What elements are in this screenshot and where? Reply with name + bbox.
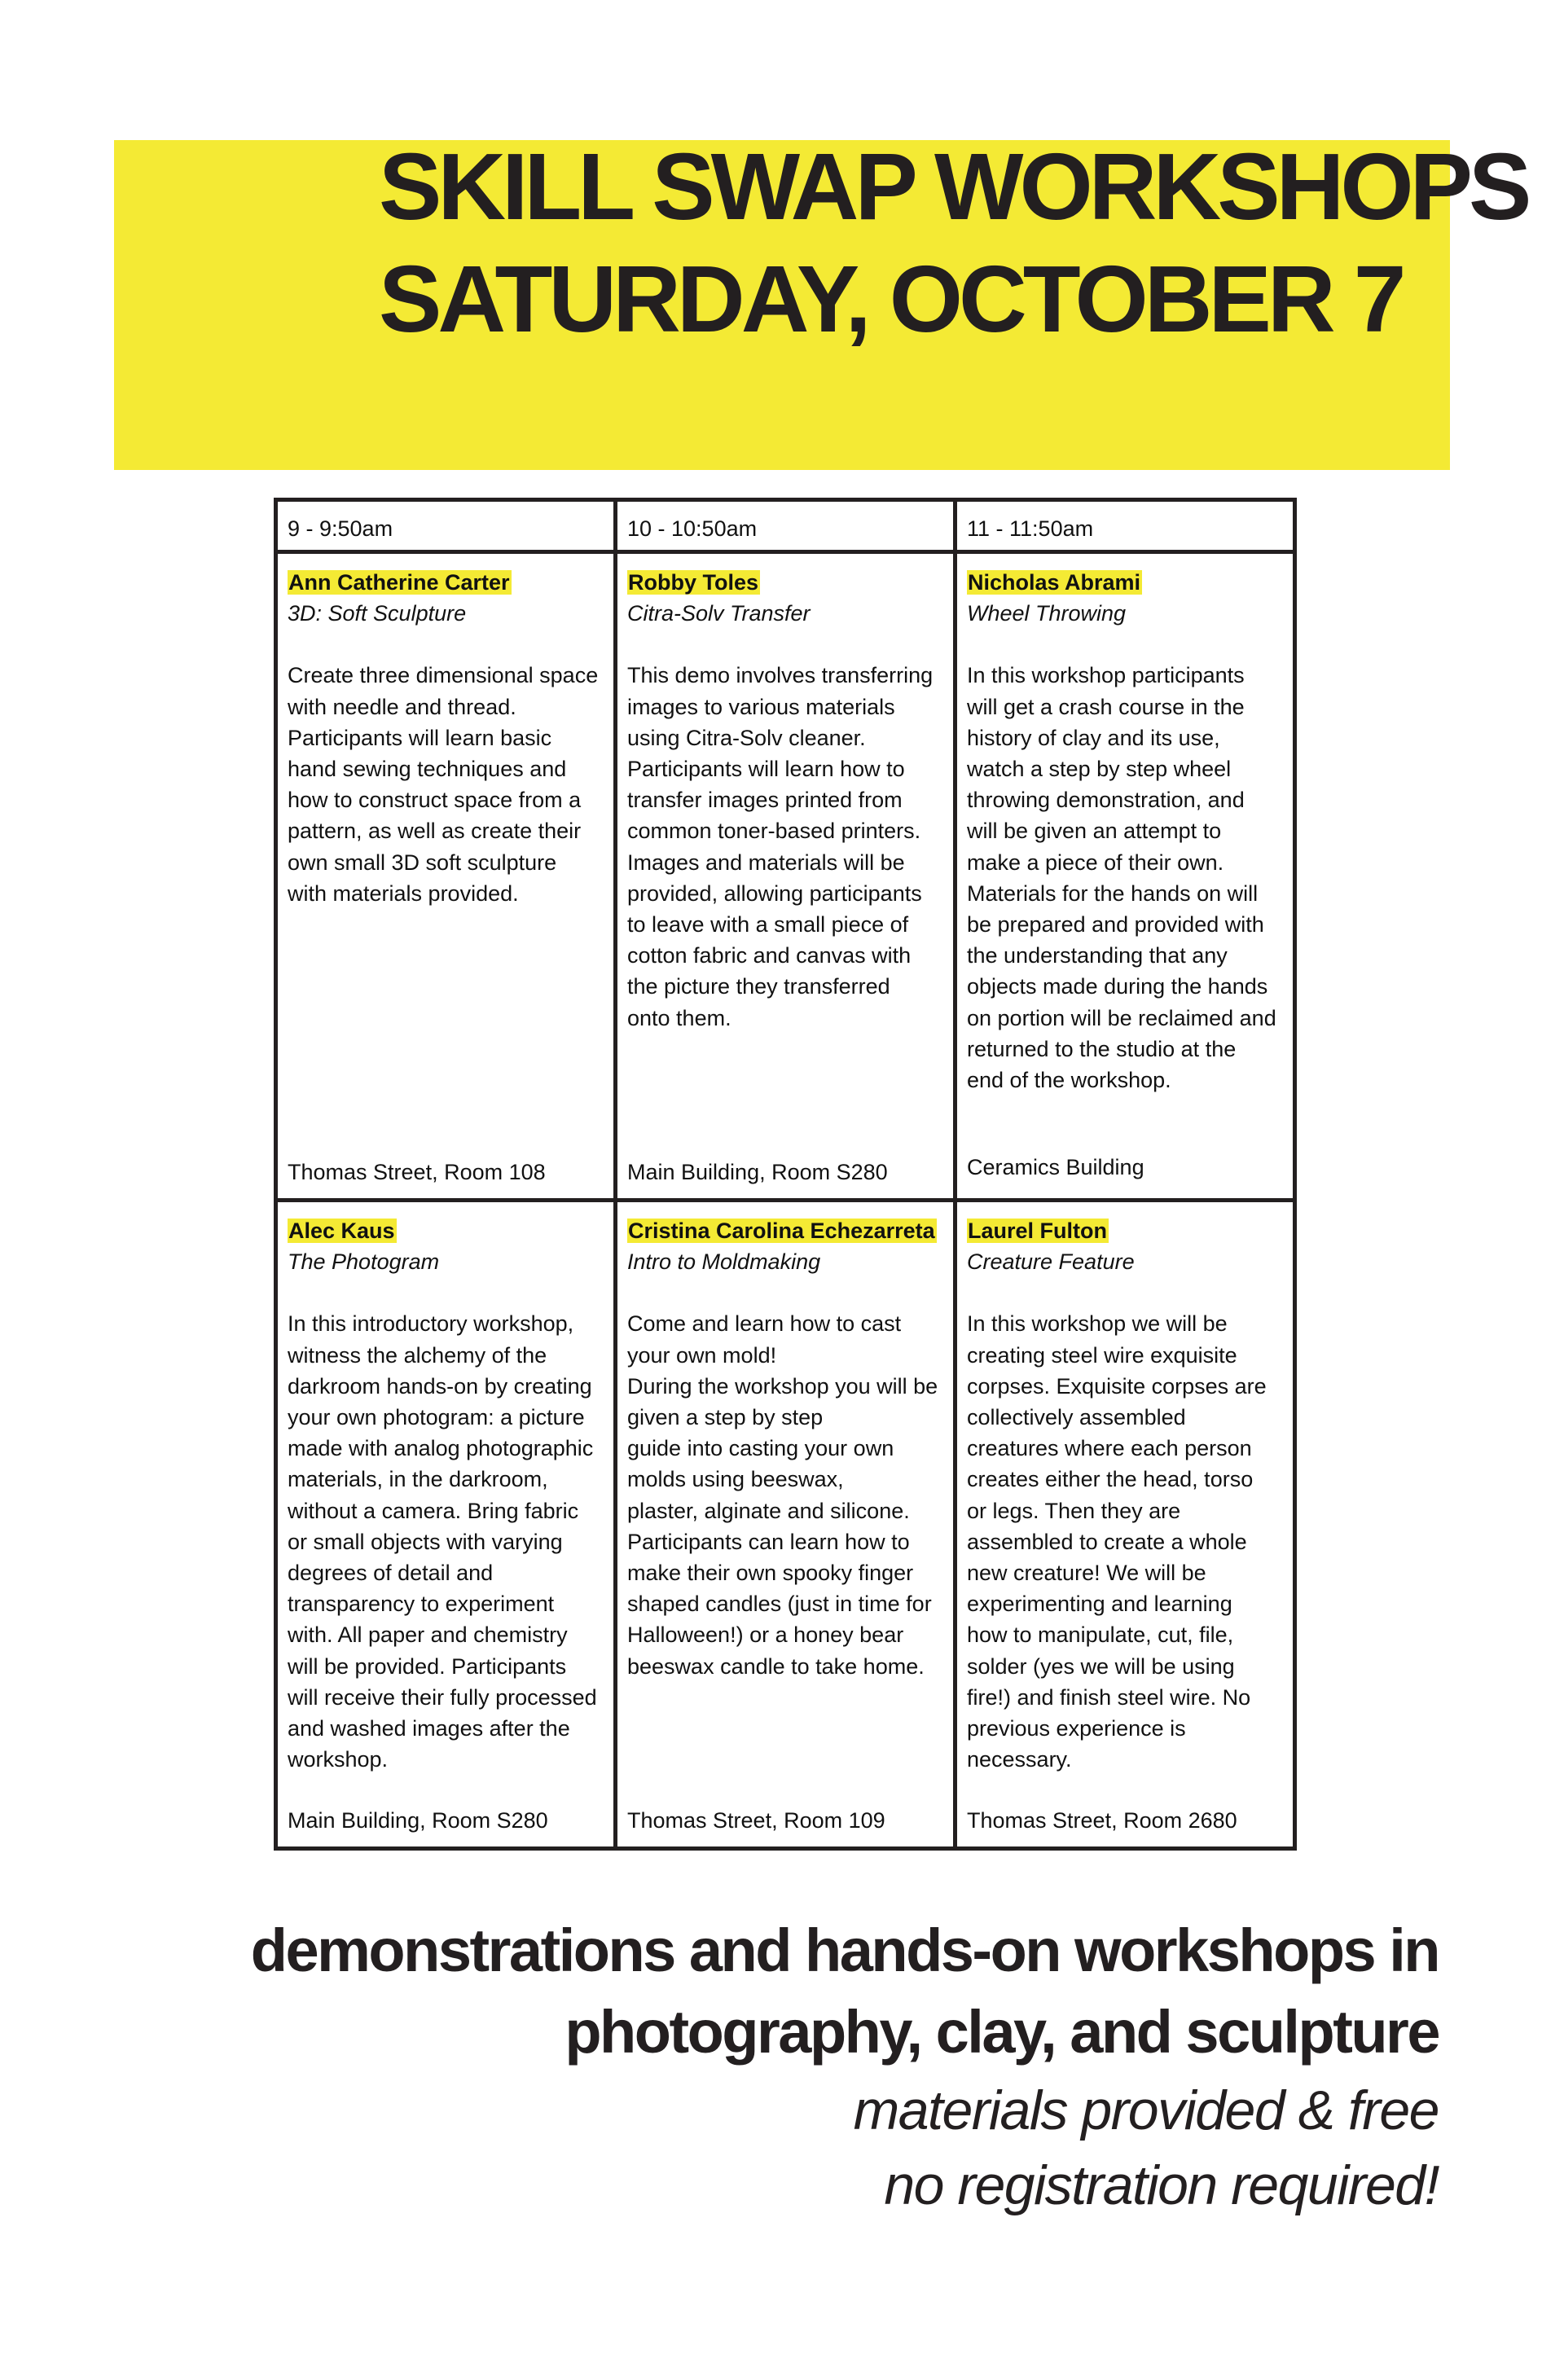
- registration-note: no registration required!: [884, 2154, 1439, 2216]
- workshop-cell: [276, 552, 616, 1201]
- workshop-row: [276, 1201, 1295, 1849]
- workshop-title: The Photogram: [288, 1249, 440, 1275]
- workshop-location: Thomas Street, Room 2680: [967, 1807, 1237, 1833]
- page-title: [379, 130, 1527, 355]
- workshop-title: Intro to Moldmaking: [627, 1249, 821, 1275]
- workshop-location: Thomas Street, Room 108: [288, 1159, 546, 1184]
- workshop-description: In this workshop participants will get a crash course in the history of clay and its use, watch a step by step wheel throwing demonstration, and will be given an attempt to make a piece of their own. Materials for the hands on will be prepared and provided with the understanding that any objects made during the hands on portion will be reclaimed and returned to the studio at the end of the workshop.: [967, 663, 1276, 1093]
- time-header-row: [276, 500, 1295, 552]
- workshop-location: Thomas Street, Room 109: [627, 1807, 885, 1833]
- workshop-description: In this workshop we will be creating steel wire exquisite corpses. Exquisite corpses are collectively assembled creatures where each person creates either the head, torso or legs. Then they are assembled to create a whole new creature! We will be experimenting and learning how to manipulate, cut, file, solder (yes we will be using fire!) and finish steel wire. No previous experience is necessary.: [967, 1311, 1267, 1772]
- title-line-1: SKILL SWAP WORKSHOPS: [379, 134, 1528, 239]
- instructor-name: Alec Kaus: [288, 1219, 395, 1243]
- workshop-cell: [956, 552, 1295, 1201]
- workshop-description: Come and learn how to cast your own mold! During the workshop you will be given a step by step guide into casting your own molds using beeswax, plaster, alginate and silicone. Participants can learn how to make their own spooky finger shaped candles (just in time for Halloween!) or a honey bear beeswax candle to take home.: [627, 1311, 938, 1679]
- workshop-row: [276, 552, 1295, 1201]
- workshop-cell: [956, 1201, 1295, 1849]
- workshop-description: In this introductory workshop, witness the alchemy of the darkroom hands-on by creating your own photogram: a picture made with analog photographic materials, in the darkroom, without a camera. Bring fabric or small objects with varying degrees of detail and transparency to experiment with. All paper and chemistry will be provided. Participants will receive their fully processed and washed images after the workshop.: [288, 1311, 597, 1772]
- workshop-cell: [616, 1201, 956, 1849]
- time-slot-header: 10 - 10:50am: [616, 500, 956, 552]
- workshop-cell: [276, 1201, 616, 1849]
- instructor-name: Nicholas Abrami: [968, 570, 1141, 595]
- instructor-name: Ann Catherine Carter: [288, 570, 510, 595]
- workshop-title: Creature Feature: [967, 1249, 1135, 1275]
- workshop-cell: [616, 552, 956, 1201]
- workshop-location: Main Building, Room S280: [288, 1807, 548, 1833]
- workshop-title: 3D: Soft Sculpture: [288, 601, 467, 626]
- tagline-line-2: photography, clay, and sculpture: [565, 1998, 1439, 2066]
- workshop-location: Main Building, Room S280: [627, 1159, 888, 1184]
- instructor-name: Robby Toles: [628, 570, 759, 595]
- tagline-line-1: demonstrations and hands-on workshops in: [250, 1917, 1439, 1984]
- workshop-schedule-table: [274, 498, 1297, 1851]
- workshop-title: Wheel Throwing: [967, 601, 1127, 626]
- workshop-description: Create three dimensional space with needle and thread. Participants will learn basic hand sewing techniques and how to construct space from a pattern, as well as create their own small 3D soft sculpture with materials provided.: [288, 663, 599, 906]
- workshop-title: Citra-Solv Transfer: [627, 601, 811, 626]
- time-slot-header: 9 - 9:50am: [276, 500, 616, 552]
- workshop-description: This demo involves transferring images to various materials using Citra-Solv cleaner. Participants will learn how to transfer images printed from common toner-based printers. Images and materials will be provided, allowing participants to leave with a small piece of cotton fabric and canvas with the picture they transferred onto them.: [627, 663, 934, 1030]
- instructor-name: Cristina Carolina Echezarreta: [628, 1219, 935, 1243]
- workshop-location: Ceramics Building: [967, 1154, 1144, 1179]
- materials-note: materials provided & free: [853, 2079, 1439, 2141]
- time-slot-header: 11 - 11:50am: [956, 500, 1295, 552]
- instructor-name: Laurel Fulton: [968, 1219, 1107, 1243]
- title-line-2: SATURDAY, OCTOBER 7: [379, 246, 1403, 352]
